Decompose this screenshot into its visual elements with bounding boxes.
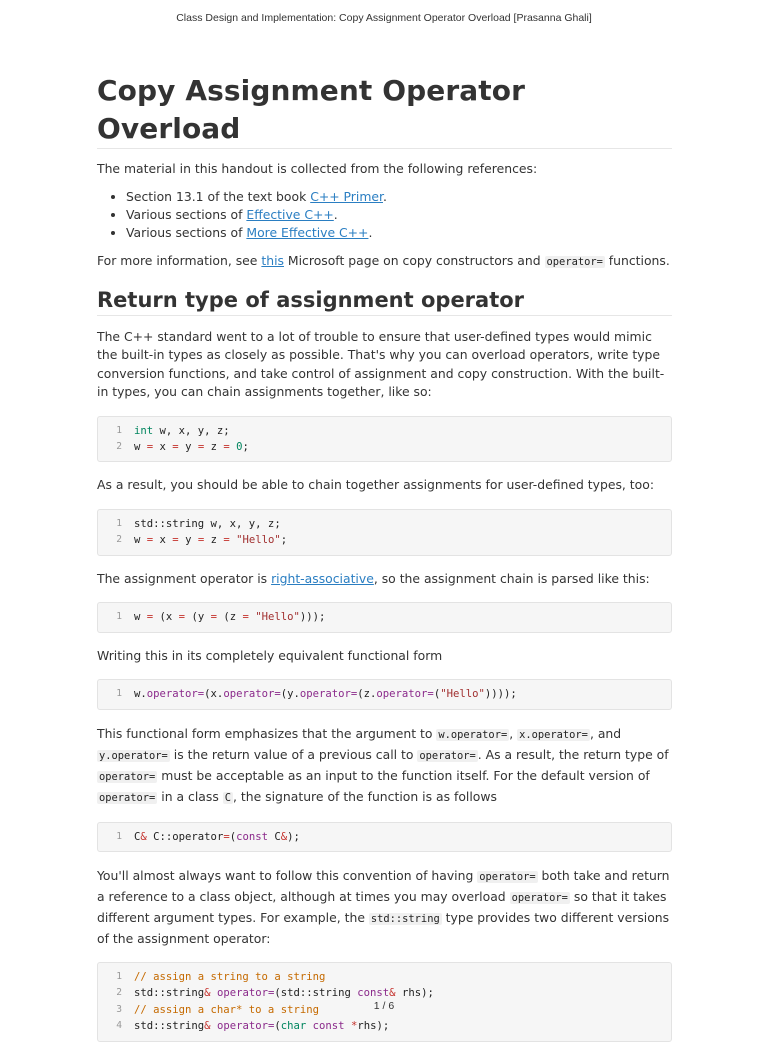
link-more-effective-cpp[interactable]: More Effective C++ [246,224,369,240]
intro-paragraph: The material in this handout is collected from the following references: [97,161,538,176]
paragraph: As a result, you should be able to chain together assignments for user-defined types, too: [97,477,655,493]
code-line: 1 w.operator=(x.operator=(y.operator=(z.operator=("Hello")))); [116,688,517,701]
link-microsoft-page[interactable]: this [261,253,284,269]
list-item: • Various sections of Effective C++. [126,206,672,224]
inline-code: w.operator= [438,728,508,741]
code-line: 2 std::string& operator=(std::string const& rhs); [116,987,434,1000]
inline-code: operator= [479,870,536,883]
code-line: 4 std::string& operator=(char const *rhs); [116,1020,390,1033]
inline-code: operator= [99,791,156,804]
code-block [97,509,672,556]
page-title: Copy Assignment Operator Overload [97,72,672,149]
more-info-paragraph: For more information, see this Microsoft page on copy constructors and operator= functions. [97,253,670,269]
code-line: 3 // assign a char* to a string [116,1003,319,1016]
inline-code: y.operator= [99,749,168,762]
inline-code: x.operator= [519,728,588,741]
list-item: • Section 13.1 of the text book C++ Primer. [126,188,672,206]
code-block [97,416,672,463]
code-block [97,602,672,632]
inline-code: operator= [546,256,603,269]
inline-code: std::string [370,912,440,925]
paragraph: This functional form emphasizes that the argument to w.operator= , x.operator= , and y.operator= is the return value of a previous call to operator= . As a result, the return type of operator= must be acceptable as an input to the function itself. For the default version of operator= in a class C , the signature of the function is as follows [97,725,669,804]
inline-code: operator= [511,891,568,904]
code-block [97,822,672,852]
inline-code: operator= [419,749,476,762]
reference-list [97,188,672,243]
list-item: • Various sections of More Effective C++. [126,224,672,242]
code-line: 1 w = (x = (y = (z = "Hello"))); [116,611,326,624]
code-line: 2 w = x = y = z = "Hello"; [116,534,288,547]
code-block [97,679,672,709]
document-body [97,70,672,1042]
code-line: 1 std::string w, x, y, z; [116,517,281,530]
paragraph: The C++ standard went to a lot of trouble to ensure that user-defined types would mimic the built-in types as closely as possible. That's why you can overload operators, write type conversion functions, and take control of assignment and copy construction. With the built-in types, you can chain assignments together, like so: [97,328,665,400]
link-right-associative[interactable]: right-associative [271,570,374,586]
link-effective-cpp[interactable]: Effective C++ [246,206,334,222]
code-line: 1 int w, x, y, z; [116,424,230,437]
section-heading: Return type of assignment operator [97,285,672,316]
paragraph: The assignment operator is right-associative, so the assignment chain is parsed like this: [97,570,650,586]
paragraph: You'll almost always want to follow this convention of having operator= both take and return a reference to a class object, although at times you may overload operator= so that it takes different argument types. For example, the std::string type provides two different versions of the assignment operator: [97,867,670,946]
code-line: 1 C& C::operator=(const C&); [116,830,300,843]
link-cpp-primer[interactable]: C++ Primer [310,188,383,204]
page-header: Class Design and Implementation: Copy Assignment Operator Overload [Prasanna Ghali] [176,12,592,24]
page-number: 1 / 6 [373,1000,395,1012]
paragraph: Writing this in its completely equivalent functional form [97,647,443,663]
inline-code: C [224,791,231,804]
inline-code: operator= [99,770,156,783]
code-line: 2 w = x = y = z = 0; [116,441,249,454]
code-line: 1 // assign a string to a string [116,970,326,983]
